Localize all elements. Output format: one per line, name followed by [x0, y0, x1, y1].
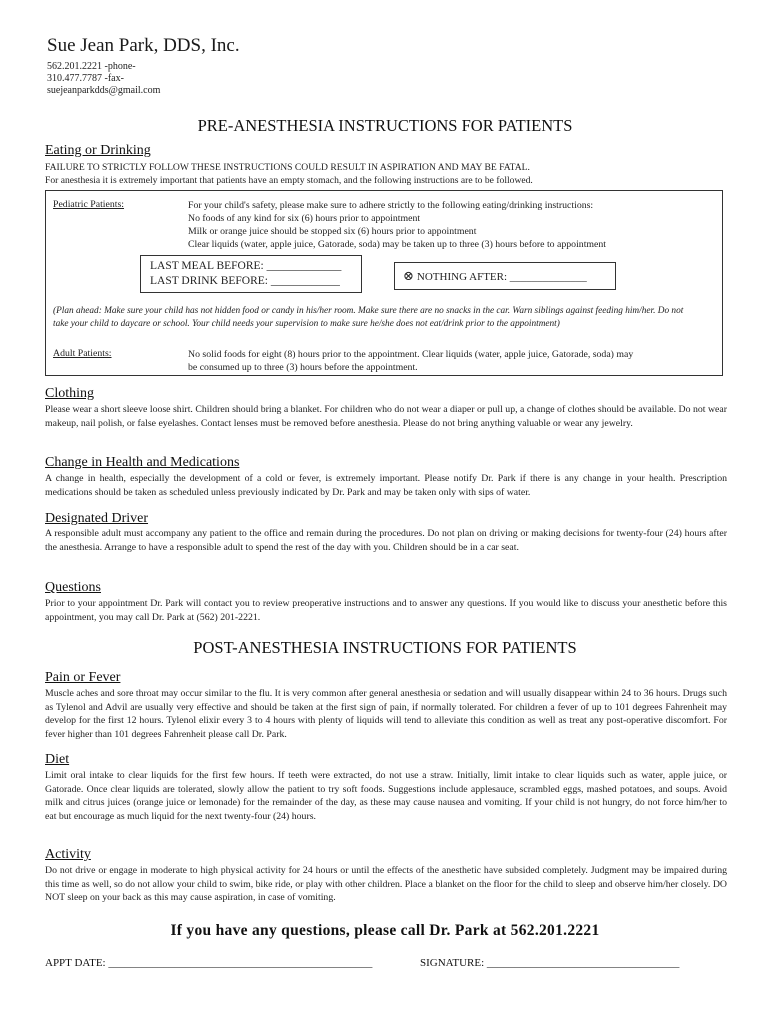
diet-heading: Diet	[45, 752, 70, 767]
adult-label: Adult Patients:	[53, 348, 112, 359]
questions-heading: Questions	[45, 580, 101, 595]
circled-x-icon: ⊗	[403, 268, 414, 283]
pain-heading: Pain or Fever	[45, 670, 121, 685]
pediatric-line: No foods of any kind for six (6) hours prior to appointment	[188, 213, 421, 224]
plan-ahead-line: take your child to daycare or school. Your child needs your supervision to make sure he/she does not eat/drink prior to the appointment)	[53, 319, 560, 329]
contact-callout: If you have any questions, please call Dr. Park at 562.201.2221	[170, 922, 600, 939]
appt-date-field[interactable]: APPT DATE: ________________________________________________	[45, 957, 373, 969]
signature-field[interactable]: SIGNATURE: ___________________________________	[420, 957, 680, 969]
health-text: A change in health, especially the development of a cold or fever, is extremely important. Please notify Dr. Park if there is any change in your health. Prescription medications should be taken as scheduled unless previously indicated by Dr. Park and may be taken only with sips of water.	[45, 473, 727, 498]
pre-anesthesia-title: PRE-ANESTHESIA INSTRUCTIONS FOR PATIENTS	[197, 116, 573, 135]
pediatric-label: Pediatric Patients:	[53, 199, 125, 210]
activity-heading: Activity	[45, 847, 91, 862]
plan-ahead-line: (Plan ahead: Make sure your child has not hidden food or candy in his/her room. Make sure there are no snacks in the car. Warn siblings against feeding him/her. Do not	[53, 306, 684, 316]
pediatric-line: Milk or orange juice should be stopped six (6) hours prior to appointment	[188, 226, 477, 237]
fax-number: 310.477.7787 -fax-	[47, 73, 124, 84]
post-anesthesia-title: POST-ANESTHESIA INSTRUCTIONS FOR PATIENTS	[193, 638, 577, 657]
adult-line: No solid foods for eight (8) hours prior to the appointment. Clear liquids (water, apple juice, Gatorade, soda) may	[188, 349, 634, 360]
adult-instructions	[188, 348, 718, 374]
clothing-text: Please wear a short sleeve loose shirt. Children should bring a blanket. For children who do not wear a diaper or pull up, a change of clothes should be available. Do not wear makeup, nail polish, or false eyelashes. Contact lenses must be removed before anesthesia. Please do not bring anything valuable or wear any jewelry.	[45, 404, 727, 429]
phone-number: 562.201.2221 -phone-	[47, 61, 136, 72]
adult-line: be consumed up to three (3) hours before the appointment.	[188, 362, 418, 373]
empty-stomach-intro: For anesthesia it is extremely important that patients have an empty stomach, and the following instructions are to be followed.	[45, 175, 533, 186]
nothing-after-box	[394, 262, 616, 290]
plan-ahead-note	[53, 305, 721, 331]
driver-text: A responsible adult must accompany any patient to the office and remain during the procedures. Do not plan on driving or making decisions for twenty-four (24) hours after the anesthesia. Arrange to have a responsible adult to spend the rest of the day with you. Children should be in a car seat.	[45, 528, 727, 553]
pediatric-instructions	[188, 199, 718, 251]
health-heading: Change in Health and Medications	[45, 455, 240, 470]
nothing-after-field[interactable]: NOTHING AFTER: ______________	[416, 271, 587, 283]
fatal-warning: FAILURE TO STRICTLY FOLLOW THESE INSTRUCTIONS COULD RESULT IN ASPIRATION AND MAY BE FATAL.	[45, 162, 530, 173]
pain-text: Muscle aches and sore throat may occur similar to the flu. It is very common after general anesthesia or sedation and will usually disappear within 24 to 36 hours. Drugs such as Tylenol and Advil are usually very effective and should be taken at the first sign of pain, if normally tolerated. For children a fever of up to 101 degrees Fahrenheit may develop for the first 12 hours. Tylenol elixir every 3 to 4 hours with plenty of liquids will tend to alleviate this condition as well as treat any post-operative discomfort. For fever higher than 101 degrees Fahrenheit please call Dr. Park.	[45, 688, 727, 740]
last-meal-field[interactable]: LAST MEAL BEFORE: _____________	[150, 260, 342, 272]
email-address: suejeanparkdds@gmail.com	[47, 85, 161, 96]
last-meal-drink-box	[140, 255, 362, 293]
questions-text: Prior to your appointment Dr. Park will contact you to review preoperative instructions and to answer any questions. If you would like to discuss your anesthetic before this appointment, you may call Dr. Park at (562) 201-2221.	[45, 598, 727, 623]
pediatric-line: For your child's safety, please make sure to adhere strictly to the following eating/drinking instructions:	[188, 200, 594, 211]
clothing-heading: Clothing	[45, 386, 95, 401]
diet-text: Limit oral intake to clear liquids for the first few hours. If teeth were extracted, do not use a straw. Initially, limit intake to clear liquids such as water, apple juice, or Gatorade. Once clear liquids are tolerated, slowly allow the patient to try soft foods. Suggestions include applesauce, scrambled eggs, mashed potatoes, and soups. Avoid milk and citrus juices (orange juice or lemonade) for the remainder of the day, as these may cause nausea and vomiting. If your child is not hungry, do not force him/her to eat but encourage as much liquid for the next twenty-four (24) hours.	[45, 770, 727, 822]
last-drink-field[interactable]: LAST DRINK BEFORE: ____________	[150, 275, 340, 287]
pediatric-line: Clear liquids (water, apple juice, Gatorade, soda) may be taken up to three (3) hours before to appointment	[188, 239, 607, 250]
driver-heading: Designated Driver	[45, 511, 149, 526]
activity-text: Do not drive or engage in moderate to high physical activity for 24 hours or until the effects of the anesthetic have subsided completely. Judgment may be impaired during this time as well, so do not allow your child to swim, bike ride, or play with other children. Place a blanket on the floor for the child to sleep and observe him/her closely. DO NOT sleep on your back as this may cause aspiration, in case of vomiting.	[45, 865, 727, 904]
eating-heading: Eating or Drinking	[45, 143, 151, 158]
practice-name: Sue Jean Park, DDS, Inc.	[47, 35, 240, 56]
